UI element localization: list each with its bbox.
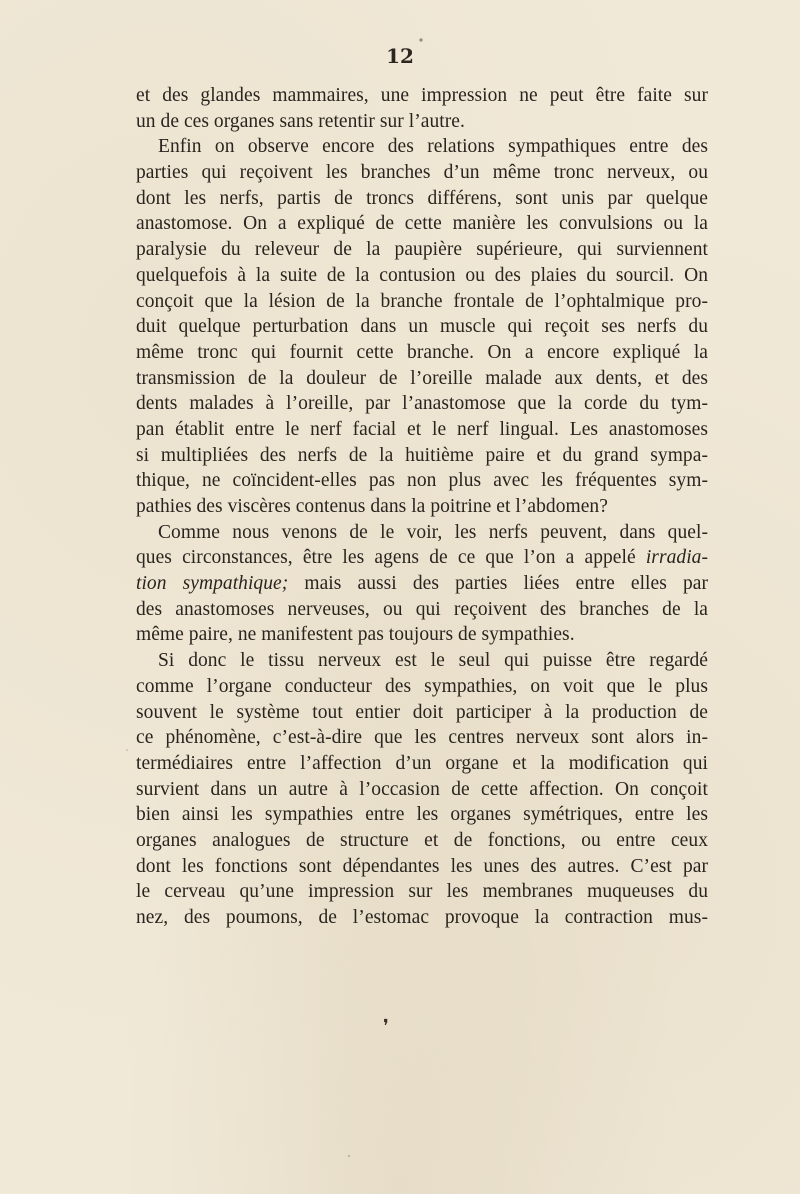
text-line: survient dans un autre à l’occasion de cette affection. On conçoit bbox=[136, 778, 708, 800]
italic-term: tion sympathique; bbox=[136, 573, 289, 595]
text-line: comme l’organe conducteur des sympathies, on voit que le plus bbox=[136, 675, 708, 697]
text-line: dents malades à l’oreille, par l’anastomose que la corde du tym- bbox=[136, 393, 708, 415]
text-line: et des glandes mammaires, une impression ne peut être faite sur bbox=[136, 85, 708, 106]
text-line: quelquefois à la suite de la contusion ou des plaies du sourcil. On bbox=[136, 264, 708, 286]
text-line: pan établit entre le nerf facial et le nerf lingual. Les anastomoses bbox=[136, 418, 708, 440]
text-line: dont les nerfs, partis de troncs différens, sont unis par quelque bbox=[136, 187, 708, 209]
text-line: pathies des viscères contenus dans la poitrine et l’abdomen? bbox=[136, 496, 608, 517]
text-line: Enfin on observe encore des relations sympathiques entre des bbox=[158, 136, 708, 158]
text-line: parties qui reçoivent les branches d’un même tronc nerveux, ou bbox=[136, 162, 708, 184]
paper-speck bbox=[419, 38, 422, 41]
text-line: si multipliées des nerfs de la huitième paire et du grand sympa- bbox=[136, 444, 708, 466]
text-line: transmission de la douleur de l’oreille malade aux dents, et des bbox=[136, 367, 708, 389]
text-line: Comme nous venons de le voir, les nerfs peuvent, dans quel- bbox=[158, 521, 708, 543]
text-line: souvent le système tout entier doit participer à la production de bbox=[136, 701, 708, 723]
text-line: anastomose. On a expliqué de cette manière les convulsions ou la bbox=[136, 213, 708, 235]
text-line: des anastomoses nerveuses, ou qui reçoivent des branches de la bbox=[136, 598, 708, 620]
text-line: même tronc qui fournit cette branche. On a encore expliqué la bbox=[136, 341, 708, 363]
text-line: même paire, ne manifestent pas toujours de sympathies. bbox=[136, 624, 575, 646]
text-line: conçoit que la lésion de la branche frontale de l’ophtalmique pro- bbox=[136, 290, 708, 312]
italic-term: irradia- bbox=[645, 547, 708, 569]
text-line: le cerveau qu’une impression sur les membranes muqueuses du bbox=[136, 881, 708, 903]
paper-speck bbox=[126, 749, 128, 751]
text-line: paralysie du releveur de la paupière supérieure, qui surviennent bbox=[136, 239, 708, 261]
text-line: duit quelque perturbation dans un muscle qui reçoit ses nerfs du bbox=[136, 316, 708, 338]
text-fragment: mais aussi des parties liées entre elles par bbox=[288, 573, 709, 595]
text-fragment: ques circonstances, être les agens de ce que l’on a appelé bbox=[136, 547, 646, 569]
text-line: ce phénomène, c’est-à-dire que les centres nerveux sont alors in- bbox=[136, 727, 708, 749]
page-number: 12 bbox=[386, 44, 414, 68]
text-line: organes analogues de structure et de fonctions, ou entre ceux bbox=[136, 829, 708, 851]
paper-speck bbox=[348, 1155, 350, 1157]
text-line: nez, des poumons, de l’estomac provoque la contraction mus- bbox=[136, 907, 708, 928]
text-line: termédiaires entre l’affection d’un organe et la modification qui bbox=[136, 752, 708, 774]
footer-mark: ❜ bbox=[383, 1016, 389, 1036]
text-line: Si donc le tissu nerveux est le seul qui puisse être regardé bbox=[158, 650, 708, 672]
text-line: thique, ne coïncident-elles pas non plus avec les fréquentes sym- bbox=[136, 470, 708, 492]
text-line: bien ainsi les sympathies entre les organes symétriques, entre les bbox=[136, 804, 708, 826]
text-line: un de ces organes sans retentir sur l’autre. bbox=[136, 110, 465, 132]
text-line: dont les fonctions sont dépendantes les unes des autres. C’est par bbox=[136, 855, 708, 877]
